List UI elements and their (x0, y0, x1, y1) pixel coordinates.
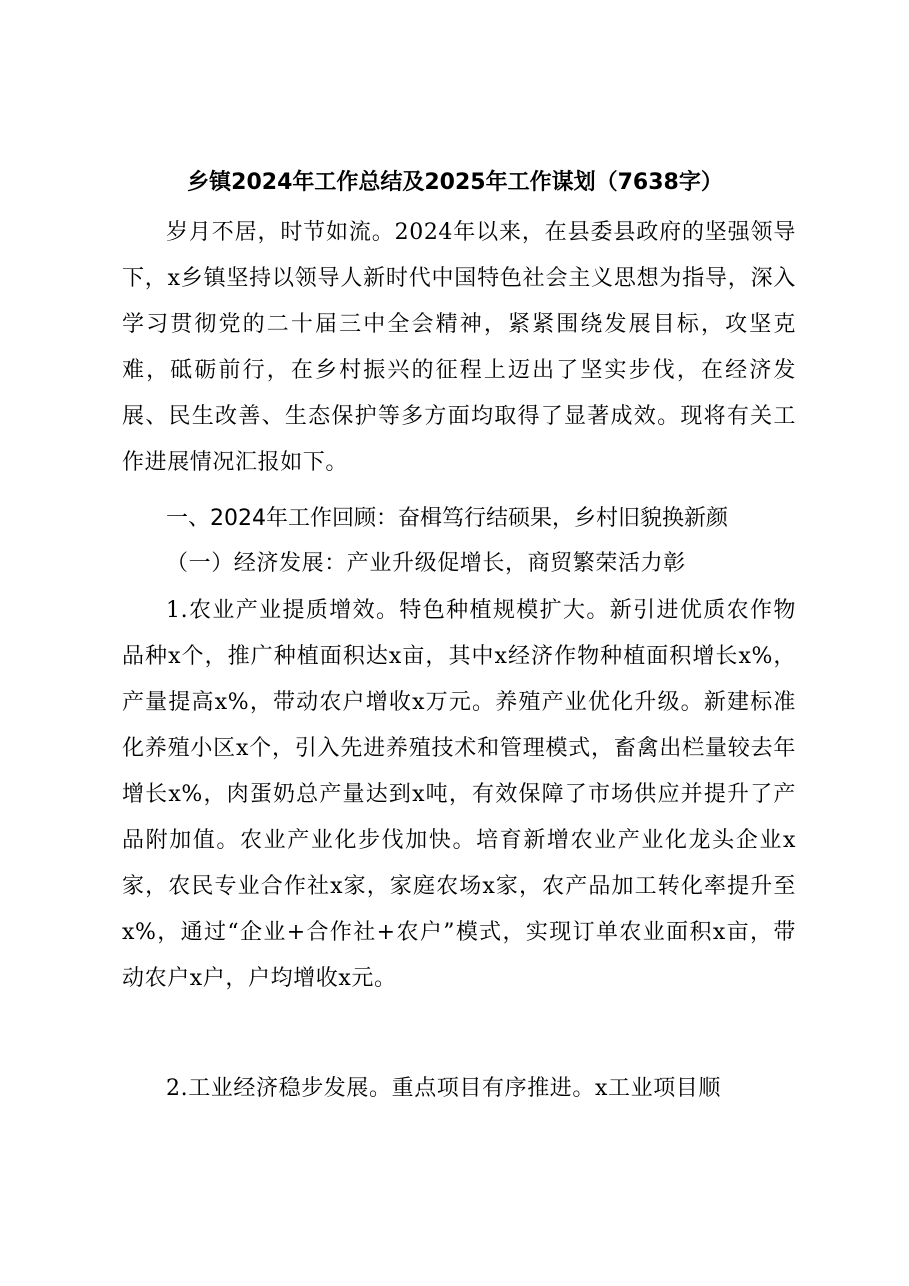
item-2-paragraph: 2.工业经济稳步发展。重点项目有序推进。x工业项目顺 (166, 1076, 721, 1101)
item-1-paragraph: 1.农业产业提质增效。特色种植规模扩大。新引进优质农作物品种x个，推广种植面积达x亩，其中x经济作物种植面积增长x%，产量提高x%，带动农户增收x万元。养殖产业优化升级。新建标准化养殖小区x个，引入先进养殖技术和管理模式，畜禽出栏量较去年增长x%，肉蛋奶总产量达到x吨，有效保障了市场供应并提升了产品附加值。农业产业化步伐加快。培育新增农业产业化龙头企业x家，农民专业合作社x家，家庭农场x家，农产品加工转化率提升至x%，通过“企业+合作社+农户”模式，实现订单农业面积x亩，带动农户x户，户均增收x元。 (122, 598, 796, 991)
intro-paragraph: 岁月不居，时节如流。2024年以来，在县委县政府的坚强领导下，x乡镇坚持以领导人新时代中国特色社会主义思想为指导，深入学习贯彻党的二十届三中全会精神，紧紧围绕发展目标，攻坚克难，砥砺前行，在乡村振兴的征程上迈出了坚实步伐，在经济发展、民生改善、生态保护等多方面均取得了显著成效。现将有关工作进展情况汇报如下。 (122, 220, 796, 475)
document-title: 乡镇2024年工作总结及2025年工作谋划（7638字） (187, 170, 723, 195)
section-heading-1: 一、2024年工作回顾：奋楫笃行结硕果，乡村旧貌换新颜 (166, 506, 728, 531)
subsection-heading-1: （一）经济发展：产业升级促增长，商贸繁荣活力彰 (166, 551, 686, 576)
